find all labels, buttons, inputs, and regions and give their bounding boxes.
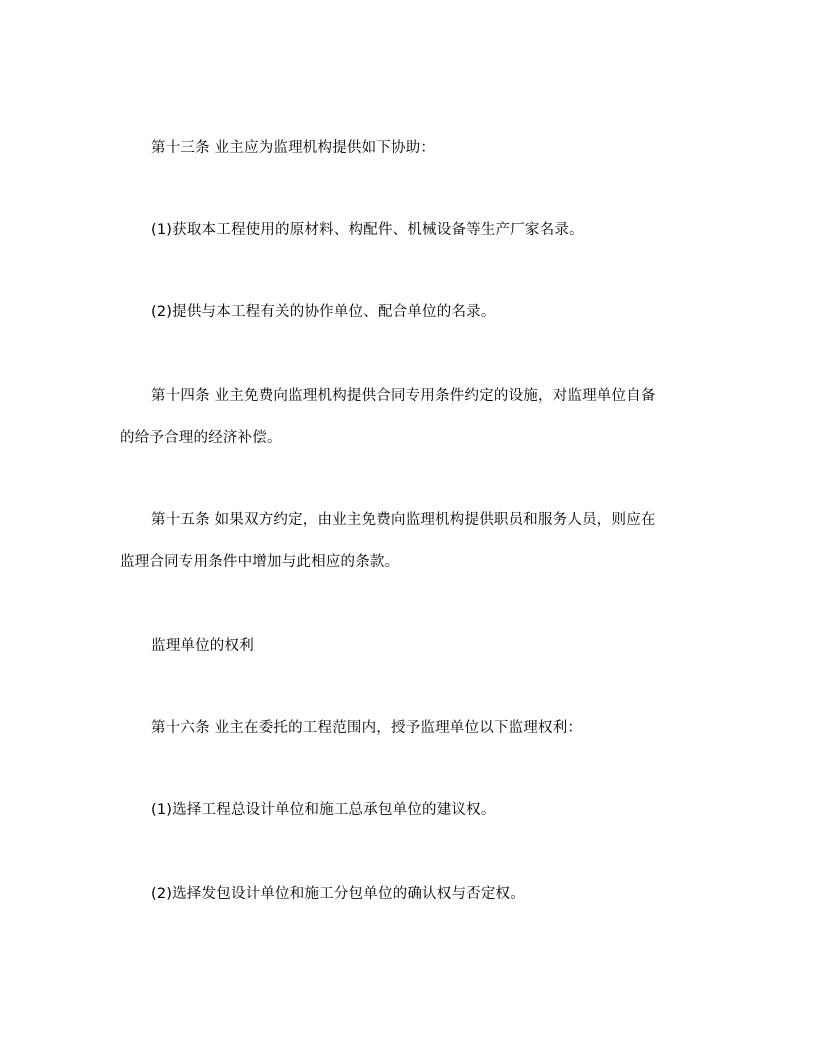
- clause-13-item-2: (2)提供与本工程有关的协作单位、配合单位的名录。: [151, 304, 496, 320]
- clause-16-item-1: (1)选择工程总设计单位和施工总承包单位的建议权。: [151, 802, 496, 818]
- clause-13-item-1: (1)获取本工程使用的原材料、构配件、机械设备等生产厂家名录。: [151, 222, 584, 238]
- clause-14-line-2: 的给予合理的经济补偿。: [120, 430, 282, 446]
- clause-13-heading: 第十三条 业主应为监理机构提供如下协助：: [151, 140, 436, 156]
- clause-16-heading: 第十六条 业主在委托的工程范围内，授予监理单位以下监理权利：: [151, 720, 583, 736]
- clause-16-item-2: (2)选择发包设计单位和施工分包单位的确认权与否定权。: [151, 886, 525, 902]
- clause-14-line-1: 第十四条 业主免费向监理机构提供合同专用条件约定的设施，对监理单位自备: [151, 388, 656, 404]
- clause-15-line-1: 第十五条 如果双方约定，由业主免费向监理机构提供职员和服务人员，则应在: [151, 512, 656, 528]
- section-heading: 监理单位的权利: [151, 638, 254, 654]
- clause-15-line-2: 监理合同专用条件中增加与此相应的条款。: [120, 554, 400, 570]
